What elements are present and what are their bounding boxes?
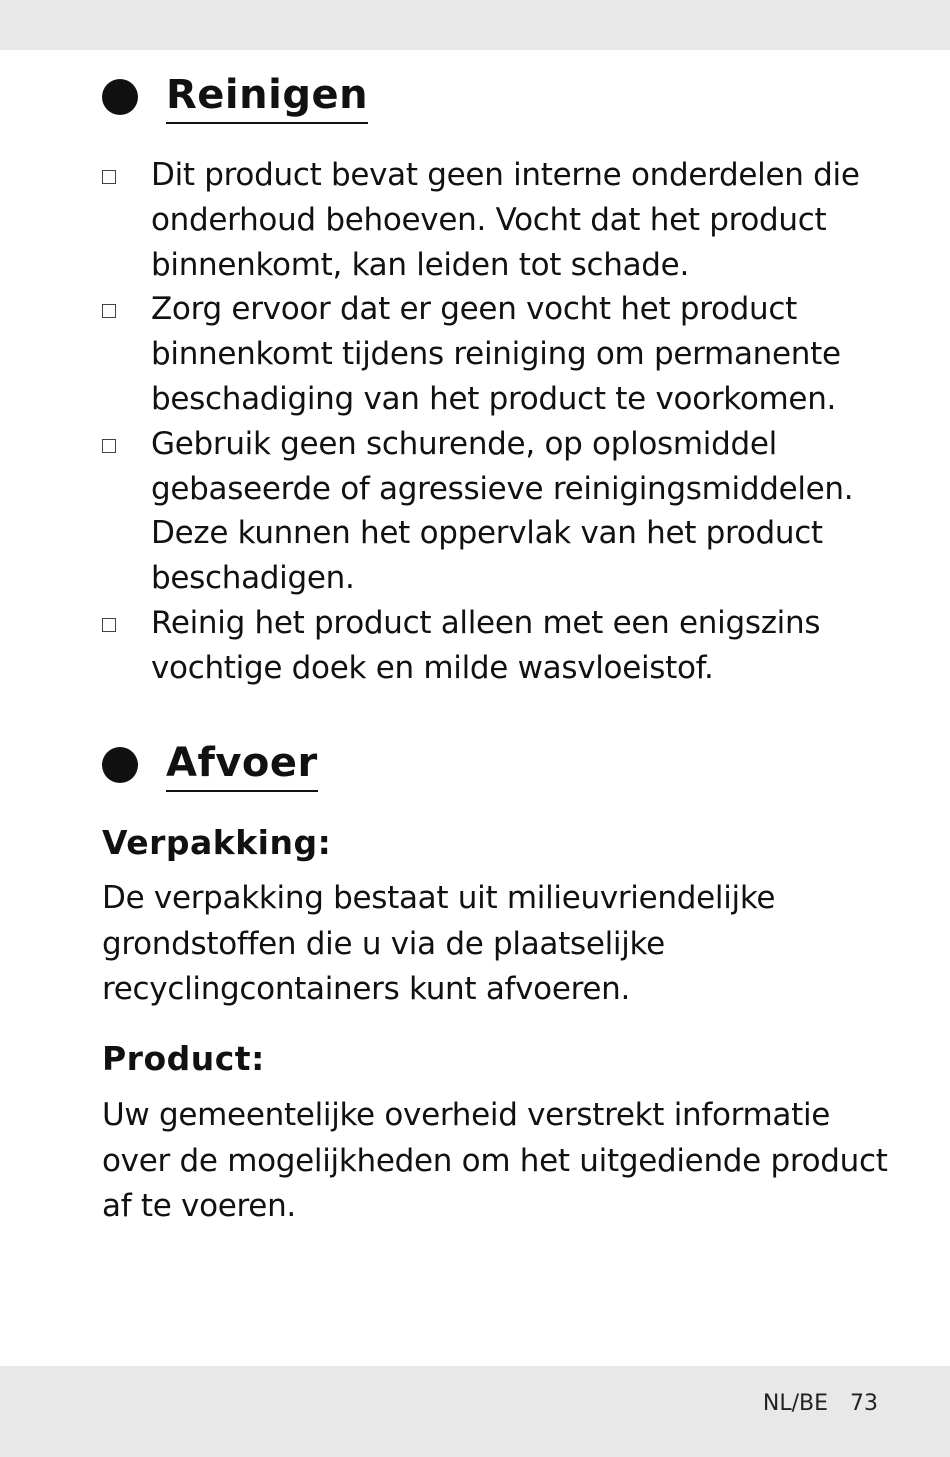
checkbox-icon bbox=[102, 304, 116, 318]
list-item-text: Dit product bevat geen interne onderdelen die onderhoud behoeven. Vocht dat het product binnenkomt, kan leiden tot schade. bbox=[151, 157, 860, 283]
checkbox-icon bbox=[102, 170, 116, 184]
list-item-text: Gebruik geen schurende, op oplosmiddel gebaseerde of agressieve reinigingsmiddelen. Deze kunnen het oppervlak van het product beschadigen. bbox=[151, 425, 854, 597]
language-code: NL/BE bbox=[762, 1391, 828, 1416]
page-number: 73 bbox=[850, 1391, 878, 1416]
top-margin-band bbox=[0, 0, 950, 50]
section-heading-cleaning bbox=[102, 70, 368, 124]
product-text: Uw gemeentelijke overheid verstrekt informatie over de mogelijkheden om het uitgediende product af te voeren. bbox=[102, 1097, 888, 1224]
cleaning-instructions-list bbox=[102, 153, 882, 691]
list-item-text: Zorg ervoor dat er geen vocht het product binnenkomt tijdens reiniging om permanente beschadiging van het product te voorkomen. bbox=[151, 291, 841, 417]
checkbox-icon bbox=[102, 439, 116, 453]
section-title-cleaning: Reinigen bbox=[166, 70, 368, 124]
section-heading-disposal bbox=[102, 738, 318, 792]
page-footer bbox=[763, 1384, 878, 1424]
section-title-disposal: Afvoer bbox=[166, 738, 318, 792]
list-item bbox=[102, 422, 882, 601]
packaging-heading: Verpakking: bbox=[102, 823, 332, 862]
list-item bbox=[102, 287, 882, 421]
checkbox-icon bbox=[102, 618, 116, 632]
packaging-text: De verpakking bestaat uit milieuvriendelijke grondstoffen die u via de plaatselijke recyclingcontainers kunt afvoeren. bbox=[102, 880, 776, 1007]
list-item bbox=[102, 601, 882, 691]
bullet-dot-icon bbox=[102, 79, 138, 115]
bullet-dot-icon bbox=[102, 747, 138, 783]
list-item bbox=[102, 153, 882, 287]
product-heading: Product: bbox=[102, 1039, 265, 1078]
list-item-text: Reinig het product alleen met een enigszins vochtige doek en milde wasvloeistof. bbox=[151, 604, 821, 686]
